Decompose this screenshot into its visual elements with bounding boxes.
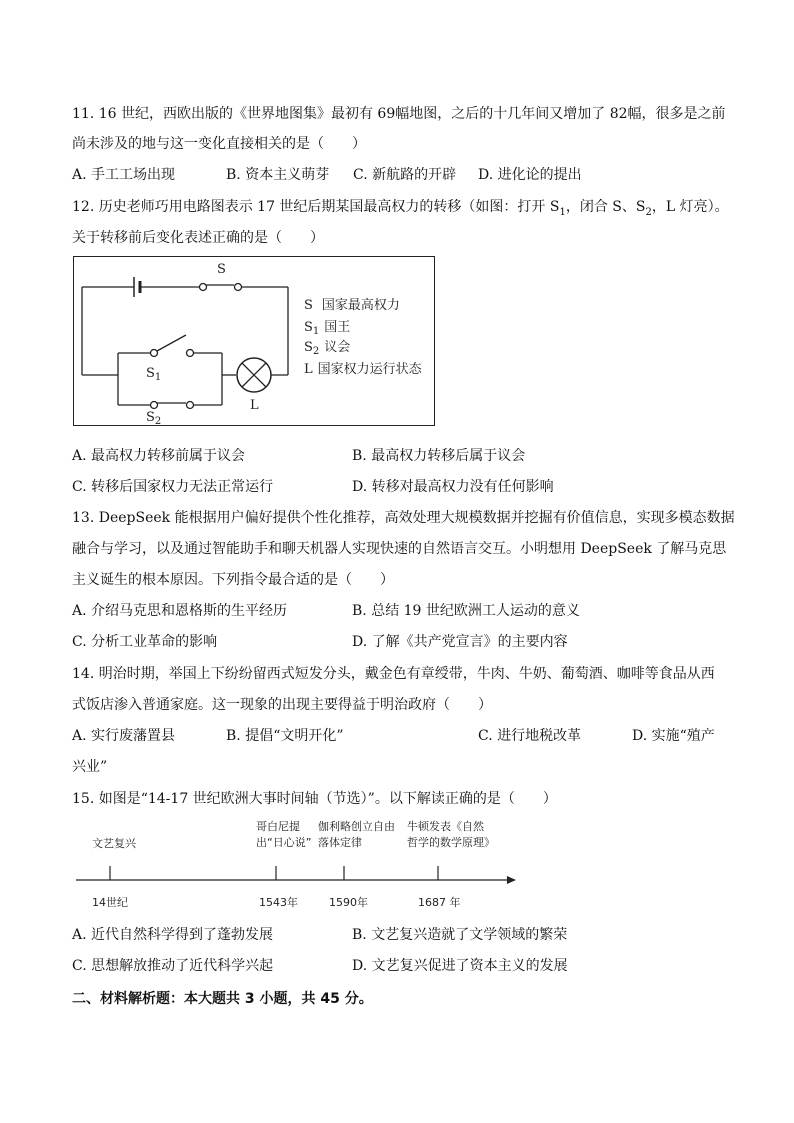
lamp-label: L [250,398,259,413]
legend-row-l: L 国家权力运行状态 [304,362,422,377]
q15-option-c[interactable]: C. 思想解放推动了近代科学兴起 [72,958,274,974]
q11-stem-line1: 11. 16 世纪，西欧出版的《世界地图集》最初有 69幅地图，之后的十几年间又增加了 82幅，很多是之前 [72,106,726,122]
q11-option-c[interactable]: C. 新航路的开辟 [353,167,457,183]
q13-option-d[interactable]: D. 了解《共产党宣言》的主要内容 [352,634,568,650]
timeline-event-3-line2: 哲学的数学原理》 [407,836,495,849]
q12-option-d[interactable]: D. 转移对最高权力没有任何影响 [352,479,554,495]
q12-stem-line2: 关于转移前后变化表述正确的是（ ） [72,230,324,246]
q12-option-a[interactable]: A. 最高权力转移前属于议会 [72,448,246,464]
switch-s1-contact-right [187,350,194,357]
timeline-year-3: 1687 年 [418,896,461,909]
q13-option-c[interactable]: C. 分析工业革命的影响 [72,634,218,650]
legend-row-s2: $S_2$ 议会 [304,340,351,357]
circuit-svg [74,257,434,425]
q11-option-a[interactable]: A. 手工工场出现 [72,167,176,183]
q11-stem-line2: 尚未涉及的地与这一变化直接相关的是（ ） [72,136,366,152]
q14-option-c[interactable]: C. 进行地税改革 [478,728,582,744]
timeline-event-3-line1: 牛顿发表《自然 [407,820,484,833]
q14-option-d[interactable]: D. 实施“殖产 [632,728,715,744]
q11-option-d[interactable]: D. 进化论的提出 [478,167,582,183]
switch-s2-contact-right [187,402,194,409]
q15-option-b[interactable]: B. 文艺复兴造就了文学领域的繁荣 [352,927,568,943]
switch-s1-blade-open [157,335,186,351]
q13-option-b[interactable]: B. 总结 19 世纪欧洲工人运动的意义 [352,603,580,619]
q13-stem-line3: 主义诞生的根本原因。下列指令最合适的是（ ） [72,572,394,588]
q14-stem-line1: 14. 明治时期，举国上下纷纷留西式短发分头，戴金色有章绶带，牛肉、牛奶、葡萄酒、咖啡等食品从西 [72,666,715,682]
timeline-arrow-icon [507,876,516,884]
q15-option-d[interactable]: D. 文艺复兴促进了资本主义的发展 [352,958,568,974]
switch-s-contact-right [235,284,242,291]
q12-option-c[interactable]: C. 转移后国家权力无法正常运行 [72,479,274,495]
q14-option-a[interactable]: A. 实行废藩置县 [72,728,176,744]
section-2-heading: 二、材料解析题：本大题共 3 小题，共 45 分。 [72,991,373,1007]
q13-option-a[interactable]: A. 介绍马克思和恩格斯的生平经历 [72,603,288,619]
timeline-event-1-line2: 出“日心说” [256,836,312,849]
timeline-diagram [70,818,520,918]
timeline-event-0: 文艺复兴 [92,837,136,850]
timeline-event-2-line2: 落体定律 [318,836,362,849]
timeline-event-1-line1: 哥白尼提 [256,820,300,833]
q13-stem-line2: 融合与学习，以及通过智能助手和聊天机器人实现快速的自然语言交互。小明想用 DeepSeek 了解马克思 [72,541,727,557]
timeline-svg [70,818,520,918]
q11-option-b[interactable]: B. 资本主义萌芽 [226,167,330,183]
timeline-year-2: 1590年 [329,896,368,909]
switch-s-contact-left [200,284,207,291]
timeline-year-0: 14世纪 [92,896,128,909]
legend-row-s1: $S_1$ 国王 [304,320,351,337]
q13-stem-line1: 13. DeepSeek 能根据用户偏好提供个性化推荐，高效处理大规模数据并挖掘有价值信息，实现多模态数据 [72,510,735,526]
q14-option-b[interactable]: B. 提倡“文明开化” [226,728,344,744]
q15-option-a[interactable]: A. 近代自然科学得到了蓬勃发展 [72,927,274,943]
q12-stem-line1: 12. 历史老师巧用电路图表示 17 世纪后期某国最高权力的转移（如图：打开 $S_1$，闭合 S、$S_2$，L 灯亮）。 [72,199,729,218]
circuit-diagram [73,256,435,426]
timeline-year-1: 1543年 [259,896,298,909]
legend-row-s: S 国家最高权力 [304,298,400,313]
switch-s2-contact-left [151,402,158,409]
timeline-event-2-line1: 伽利略创立自由 [318,820,395,833]
switch-s2-label: $S_2$ [146,410,162,425]
switch-s1-label: $S_1$ [146,366,162,383]
switch-s-label: S [217,262,226,277]
q14-stem-line2: 式饭店渗入普通家庭。这一现象的出现主要得益于明治政府（ ） [72,697,492,713]
switch-s1-contact-left [151,350,158,357]
q15-stem-line1: 15. 如图是“14-17 世纪欧洲大事时间轴（节选）”。以下解读正确的是（ ） [72,791,557,807]
q12-option-b[interactable]: B. 最高权力转移后属于议会 [352,448,526,464]
q14-option-d-continued: 兴业” [72,759,108,775]
